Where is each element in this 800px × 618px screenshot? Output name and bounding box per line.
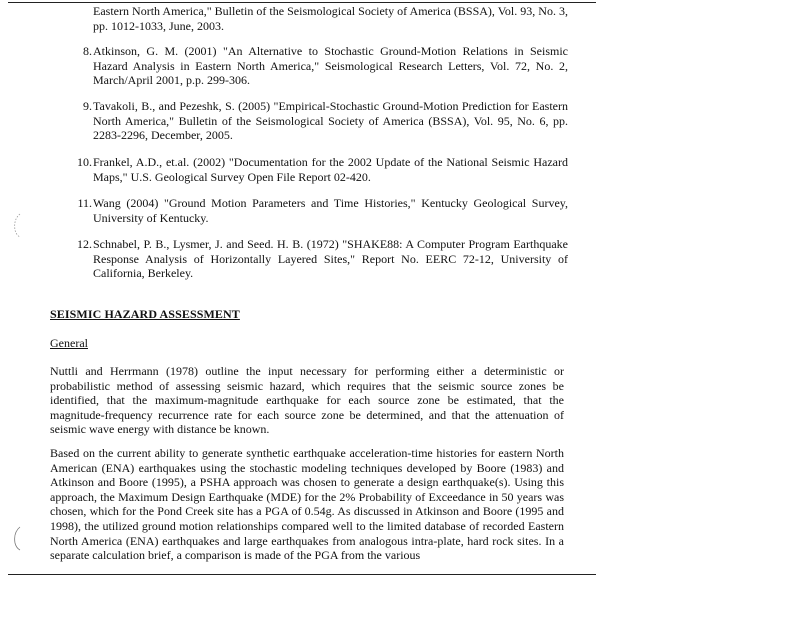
reference-item (70, 155, 568, 184)
binder-hole-mark (13, 212, 21, 238)
reference-continuation: Eastern North America," Bulletin of the Seismological Society of America (BSSA), Vol. 93, No. 3, pp. 1012-1033, June, 2003. (93, 4, 568, 33)
body-paragraph: Nuttli and Herrmann (1978) outline the input necessary for performing either a deterministic or probabilistic method of assessing seismic hazard, which requires that the seismic source zones be identified, that the maximum-magnitude earthquake for each source zone be estimated, that the magnitude-frequency recurrence rate for each source zone be determined, and that the attenuation of seismic wave energy with distance be known. (50, 364, 564, 437)
reference-item (70, 99, 568, 143)
binder-hole-mark (13, 525, 21, 551)
reference-number: 12. (77, 237, 92, 251)
reference-number: 9. (83, 99, 92, 113)
reference-text: Schnabel, P. B., Lysmer, J. and Seed. H. B. (1972) "SHAKE88: A Computer Program Earthquake Response Analysis of Horizontally Layered Sites," Report No. EERC 72-12, University of California, Berkeley. (93, 237, 568, 280)
reference-number: 10. (77, 155, 92, 169)
body-paragraph: Based on the current ability to generate synthetic earthquake acceleration-time histories for eastern North American (ENA) earthquakes using the stochastic modeling techniques developed by Boore (1983) and Atkinson and Boore (1995), a PSHA approach was chosen to generate a design earthquake(s). Using this approach, the Maximum Design Earthquake (MDE) for the 2% Probability of Exceedance in 50 years was chosen, which for the Pond Creek site has a PGA of 0.54g. As discussed in Atkinson and Boore (1995 and 1998), the utilized ground motion relationships compared well to the limited database of recorded Eastern North America (ENA) earthquakes and large earthquakes from analogous intra-plate, hard rock sites. In a separate calculation brief, a comparison is made of the PGA from the various (50, 446, 564, 563)
reference-text: Frankel, A.D., et.al. (2002) "Documentation for the 2002 Update of the National Seismic Hazard Maps," U.S. Geological Survey Open File Report 02-420. (93, 155, 568, 184)
reference-text: Wang (2004) "Ground Motion Parameters and Time Histories," Kentucky Geological Survey, University of Kentucky. (93, 196, 568, 225)
reference-number: 11. (77, 196, 92, 210)
reference-text: Atkinson, G. M. (2001) "An Alternative to Stochastic Ground-Motion Relations in Seismic Hazard Analysis in Eastern North America," Seismological Research Letters, Vol. 72, No. 2, March/April 2001, p.p. 299-306. (93, 44, 568, 87)
reference-text: Tavakoli, B., and Pezeshk, S. (2005) "Empirical-Stochastic Ground-Motion Prediction for Eastern North America," Bulletin of the Seismological Society of America (BSSA), Vol. 95, No. 6, pp. 2283-2296, December, 2005. (93, 99, 568, 142)
bottom-rule (8, 574, 596, 575)
top-rule (8, 2, 596, 3)
reference-item (70, 237, 568, 281)
reference-number: 8. (83, 44, 92, 58)
section-heading: SEISMIC HAZARD ASSESSMENT (50, 307, 240, 321)
reference-item (70, 196, 568, 225)
reference-item (70, 44, 568, 88)
subsection-heading: General (50, 336, 88, 350)
